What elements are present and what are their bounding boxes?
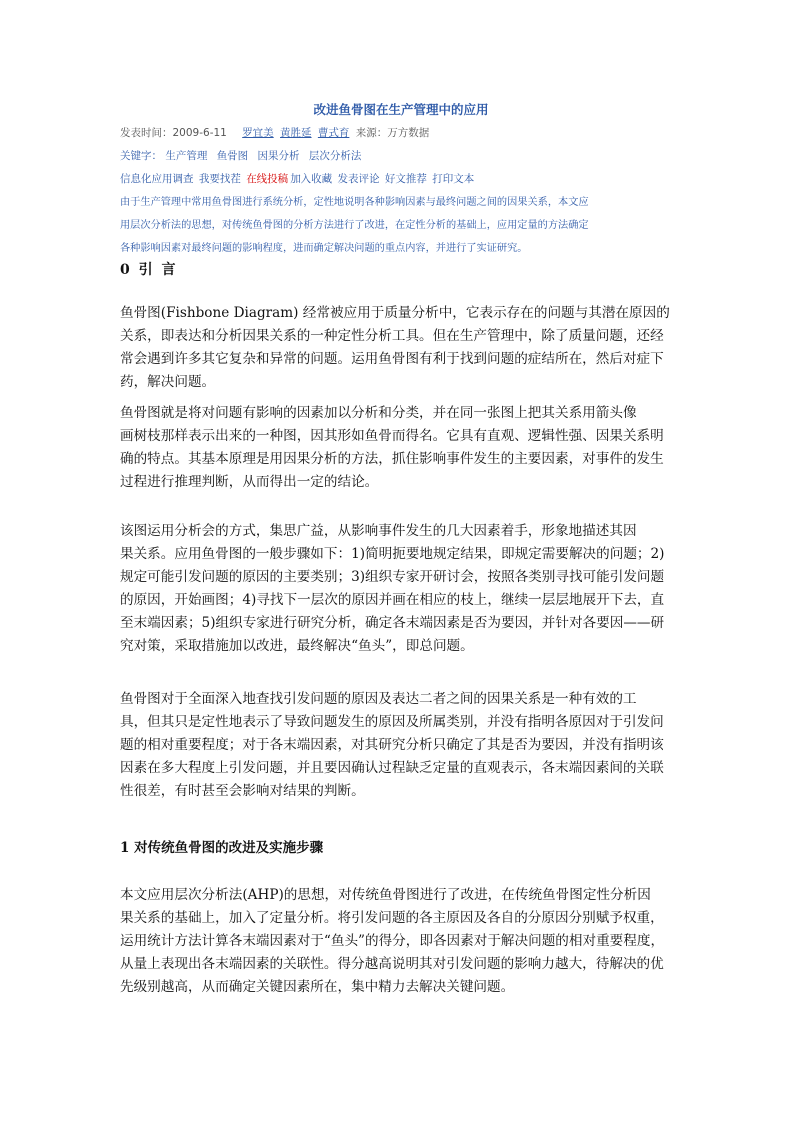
abstract-line: 由于生产管理中常用鱼骨图进行系统分析，定性地说明各种影响因素与最终问题之间的因果关系，本文应 (120, 197, 589, 208)
print-link[interactable]: 打印文本 (432, 173, 475, 185)
text-line: 题的相对重要程度；对于各末端因素，对其研究分析只确定了其是否为要因，并没有指明该 (120, 737, 664, 753)
abstract-line: 用层次分析法的思想，对传统鱼骨图的分析方法进行了改进，在定性分析的基础上，应用定量的方法确定 (120, 220, 589, 231)
text-line: 从量上表现出各末端因素的关联性。得分越高说明其对引发问题的影响力越大，待解决的优 (120, 956, 664, 972)
publish-date: 2009-6-11 (172, 127, 227, 139)
author-link[interactable]: 黄胜延 (280, 127, 312, 139)
section-heading-1: 1 对传统鱼骨图的改进及实施步骤 (120, 840, 324, 856)
action-links-row (120, 172, 476, 186)
keywords-row (120, 149, 367, 163)
paragraph-5 (120, 884, 682, 999)
keyword-link[interactable]: 层次分析法 (308, 150, 362, 162)
abstract (120, 191, 682, 260)
text-line: 本文应用层次分析法(AHP)的思想，对传统鱼骨图进行了改进，在传统鱼骨图定性分析因 (120, 887, 651, 903)
submit-article-link[interactable]: 在线投稿 (246, 173, 289, 185)
text-line: 果关系。应用鱼骨图的一般步骤如下：1)简明扼要地规定结果，即规定需要解决的问题；2) (120, 546, 665, 562)
text-line: 规定可能引发问题的原因的主要类别；3)组织专家开研讨会，按照各类别寻找可能引发问题 (120, 569, 665, 585)
text-line: 过程进行推理判断，从而得出一定的结论。 (120, 474, 379, 490)
text-line: 至末端因素；5)组织专家进行研究分析，确定各末端因素是否为要因，并针对各要因——研 (120, 615, 665, 631)
text-line: 具，但其只是定性地表示了导致问题发生的原因及所属类别，并没有指明各原因对于引发问 (120, 714, 664, 730)
keyword-link[interactable]: 生产管理 (165, 150, 208, 162)
text-line: 究对策，采取措施加以改进，最终解决“鱼头”，即总问题。 (120, 638, 474, 654)
text-line: 先级别越高，从而确定关键因素所在，集中精力去解决关键问题。 (120, 979, 515, 995)
text-line: 鱼骨图对于全面深入地查找引发问题的原因及表达二者之间的因果关系是一种有效的工 (120, 691, 637, 707)
keywords-label: 关键字： (120, 150, 162, 162)
section-heading-intro: 0 引 言 (120, 262, 178, 278)
paragraph-1 (120, 302, 682, 394)
text-line: 药，解决问题。 (120, 374, 216, 390)
text-line: 的原因，开始画图；4)寻找下一层次的原因并画在相应的枝上，继续一层层地展开下去，直 (120, 592, 665, 608)
add-favorite-link[interactable]: 加入收藏 (290, 173, 333, 185)
comment-link[interactable]: 发表评论 (337, 173, 380, 185)
paragraph-2 (120, 402, 682, 494)
text-line: 常会遇到许多其它复杂和异常的问题。运用鱼骨图有利于找到问题的症结所在，然后对症下 (120, 351, 664, 367)
text-line: 因素在多大程度上引发问题，并且要因确认过程缺乏定量的直观表示，各末端因素间的关联 (120, 760, 664, 776)
survey-link[interactable]: 信息化应用调查 (120, 173, 194, 185)
text-line: 性很差，有时甚至会影响对结果的判断。 (120, 783, 365, 799)
text-line: 画树枝那样表示出来的一种图，因其形如鱼骨而得名。它具有直观、逻辑性强、因果关系明 (120, 428, 664, 444)
text-line: 运用统计方法计算各末端因素对于“鱼头”的得分，即各因素对于解决问题的相对重要程度， (120, 933, 665, 949)
text-line: 鱼骨图(Fishbone Diagram) 经常被应用于质量分析中，它表示存在的问题与其潜在原因的 (120, 305, 670, 321)
paragraph-4 (120, 688, 682, 803)
report-error-link[interactable]: 我要找茬 (198, 173, 241, 185)
text-line: 果关系的基础上，加入了定量分析。将引发问题的各主原因及各自的分原因分别赋予权重， (120, 910, 664, 926)
abstract-line: 各种影响因素对最终问题的影响程度，进而确定解决问题的重点内容，并进行了实证研究。 (120, 243, 528, 254)
text-line: 关系，即表达和分析因果关系的一种定性分析工具。但在生产管理中，除了质量问题，还经 (120, 328, 664, 344)
source-label: 来源： (355, 127, 388, 139)
publish-label: 发表时间： (120, 127, 173, 139)
publish-info (120, 126, 429, 140)
paragraph-3 (120, 520, 682, 658)
author-link[interactable]: 罗宜美 (242, 127, 274, 139)
article-title: 改进鱼骨图在生产管理中的应用 (313, 102, 489, 117)
author-link[interactable]: 曹式育 (317, 127, 350, 139)
recommend-link[interactable]: 好文推荐 (384, 173, 427, 185)
keyword-link[interactable]: 因果分析 (257, 150, 300, 162)
text-line: 确的特点。其基本原理是用因果分析的方法，抓住影响事件发生的主要因素，对事件的发生 (120, 451, 664, 467)
text-line: 该图运用分析会的方式，集思广益，从影响事件发生的几大因素着手，形象地描述其因 (120, 523, 637, 539)
keyword-link[interactable]: 鱼骨图 (216, 150, 249, 162)
text-line: 鱼骨图就是将对问题有影响的因素加以分析和分类，并在同一张图上把其关系用箭头像 (120, 405, 637, 421)
source-value: 万方数据 (387, 127, 430, 139)
